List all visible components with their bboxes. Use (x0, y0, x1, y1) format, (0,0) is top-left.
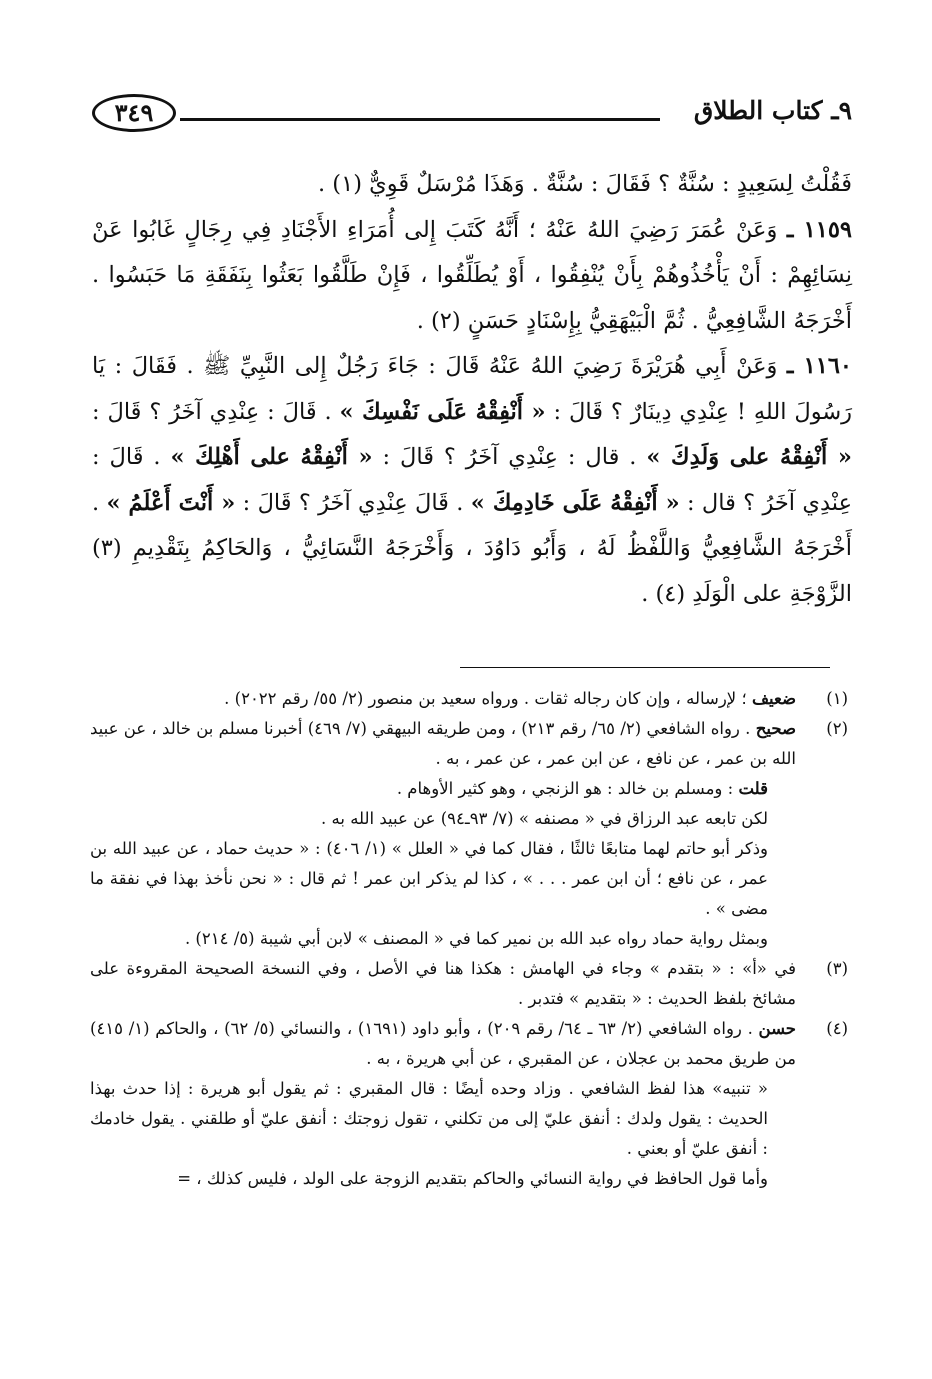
footnote-number: (٢) (826, 719, 848, 738)
prophetic-quote-3: « أَنْفِقْهُ على أَهْلِكَ » (170, 444, 373, 470)
prophetic-quote-2: « أَنْفِقْهُ على وَلَدِكَ » (646, 444, 852, 470)
footnote-1 (90, 684, 852, 714)
hadith-1159 (92, 208, 852, 345)
footnote-4-note (90, 1074, 852, 1164)
prophetic-quote-5: « أَنْتَ أَعْلَمُ » (106, 489, 236, 516)
footnote-text: . رواه الشافعي (٢/ ٦٥/ رقم ٢١٣) ، ومن طريقه البيهقي (٧/ ٤٦٩) أخبرنا مسلم بن خالد ، عن عبيد الله بن عمر ، عن نافع ، عن ابن عمر ، عن عمر ، به . (90, 719, 796, 768)
narration-text: فَقُلْتُ لِسَعِيدٍ : سُنَّةٌ ؟ فَقَالَ : سُنَّةٌ . وَهَذَا مُرْسَلٌ قَوِيٌّ (١) . (318, 171, 852, 197)
hadith-text-1160-f: . أَخْرَجَهُ الشَّافِعِيُّ وَاللَّفْظُ لَهُ ، وَأَبُو دَاوُدَ ، وَأَخْرَجَهُ النَّسَائِيُّ ، وَالحَاكِمُ بِتَقْدِيمِ (٣) الزَّوْجَةِ على الْوَلَدِ (٤) . (92, 489, 852, 607)
hadith-text-1159: وَعَنْ عُمَرَ رَضِيَ اللهُ عَنْهُ ؛ أَنَّهُ كَتَبَ إِلى أُمَرَاءِ الأَجْنَادِ فِي رِجَالٍ غَابُوا عَنْ نِسَائِهِمْ : أَنْ يَأْخُذُوهُمْ بِأَنْ يُنْفِقُوا ، أَوْ يُطَلِّقُوا ، فَإِنْ طَلَّقُوا بَعَثُوا بِنَفَقَةِ مَا حَبَسُوا . أَخْرَجَهُ الشَّافِعِيُّ . ثُمَّ الْبَيْهَقِيُّ بِإِسْنَادٍ حَسَنٍ (٢) . (92, 216, 852, 334)
footnote-text: وبمثل رواية حماد رواه عبد الله بن نمير كما في « المصنف » لابن أبي شيبة (٥/ ٢١٤) . (184, 929, 768, 948)
grading-label: ضعيف (751, 689, 796, 708)
grading-label: حسن (758, 1019, 797, 1038)
paragraph-narration-end (92, 162, 852, 208)
footnote-2 (90, 714, 852, 774)
hadith-text-1160-b: . قَالَ : عِنْدِي آخَرُ ؟ قَالَ : (92, 398, 332, 425)
footnote-text: وذكر أبو حاتم لهما متابعًا ثالثًا ، فقال كما في « العلل » (١/ ٤٠٦) : « حديث حماد ، عن عبيد الله بن عمر ، عن نافع ؛ أن ابن عمر . . . » ، كذا لم يذكر ابن عمر ! ثم قال : « نحن نأخذ بهذا في نفقة ما مضى » . (90, 839, 769, 918)
page-number: ٣٤٩ (92, 94, 176, 132)
footnotes (90, 684, 852, 1194)
footnote-text: وأما قول الحافظ في رواية النسائي والحاكم بتقديم الزوجة على الولد ، فليس كذلك ، = (177, 1169, 768, 1188)
footnote-text: لكن تابعه عبد الرزاق في « مصنفه » (٧/ ٩٣ـ٩٤) عن عبيد الله به . (321, 809, 768, 828)
grading-label: صحيح (755, 719, 796, 738)
running-header (92, 92, 852, 138)
footnote-2-abu-hatim (90, 834, 852, 924)
footnote-text: ؛ لإرساله ، وإن كان رجاله ثقات . ورواه سعيد بن منصور (٢/ ٥٥/ رقم ٢٠٢٢) . (224, 689, 747, 708)
footnote-number: (٣) (826, 959, 848, 978)
footnote-text: « تنبيه» هذا لفظ الشافعي . وزاد وحده أيضًا : قال المقبري : ثم يقول أبو هريرة : إذا حدث بهذا الحديث : يقول ولدك : أنفق عليّ إلى من تكلني ، تقول زوجتك : أنفق عليّ أو طلقني . يقول خادمك : أنفق عليّ أو بعني . (90, 1079, 768, 1158)
footnote-divider (460, 667, 830, 668)
prophetic-quote-4: « أَنْفِقْهُ عَلَى خَادِمِكَ » (470, 489, 680, 516)
footnote-4-continuation (90, 1164, 852, 1194)
header-rule (180, 118, 660, 121)
hadith-text-1160-c: . قال : عِنْدِي آخَرُ ؟ قَالَ : (382, 444, 637, 470)
hadith-text-1160-a: وَعَنْ أَبِي هُرَيْرَةَ رَضِيَ اللهُ عَنْهُ قَالَ : جَاءَ رَجُلٌ إِلى النَّبِيِّ ﷺ . فَقَالَ : يَا رَسُولَ اللهِ ! عِنْدِي دِينَارٌ ؟ قَالَ : (92, 353, 853, 425)
chapter-title: ٩ـ كتاب الطلاق (693, 96, 852, 125)
hadith-1160 (92, 344, 852, 617)
hadith-number-1159: ١١٥٩ ـ (786, 216, 852, 243)
footnote-text: : ومسلم بن خالد : هو الزنجي ، وهو كثير الأوهام . (396, 779, 734, 798)
remark-label: قلت (738, 779, 768, 798)
hadith-text-1160-e: . قَالَ عِنْدِي آخَرُ ؟ قَالَ : (242, 489, 464, 516)
footnote-number: (٤) (826, 1019, 848, 1038)
footnote-2-ibn-numayr (90, 924, 852, 954)
footnote-2-remark (90, 774, 852, 804)
footnote-text: . رواه الشافعي (٢/ ٦٣ ـ ٦٤/ رقم ٢٠٩) ، وأبو داود (١٦٩١) ، والنسائي (٥/ ٦٢) ، والحاكم (١/ ٤١٥) من طريق محمد بن عجلان ، عن المقبري ، عن أبي هريرة ، به . (90, 1019, 796, 1068)
footnote-3 (90, 954, 852, 1014)
hadith-number-1160: ١١٦٠ ـ (786, 353, 852, 379)
footnote-2-follow (90, 804, 852, 834)
footnote-4 (90, 1014, 852, 1074)
footnote-text: في «أ» : « بتقدم » وجاء في الهامش : هكذا هنا في الأصل ، وفي النسخة الصحيحة المقروءة على مشائخ بلفظ الحديث : « بتقديم » فتدبر . (90, 959, 796, 1008)
footnote-number: (١) (826, 689, 848, 708)
hadith-text-1160-d: . قَالَ : عِنْدِي آخَرُ ؟ قال : (92, 444, 852, 516)
main-text (92, 162, 852, 617)
prophetic-quote-1: « أَنْفِقْهُ عَلَى نَفْسِكَ » (339, 398, 546, 425)
